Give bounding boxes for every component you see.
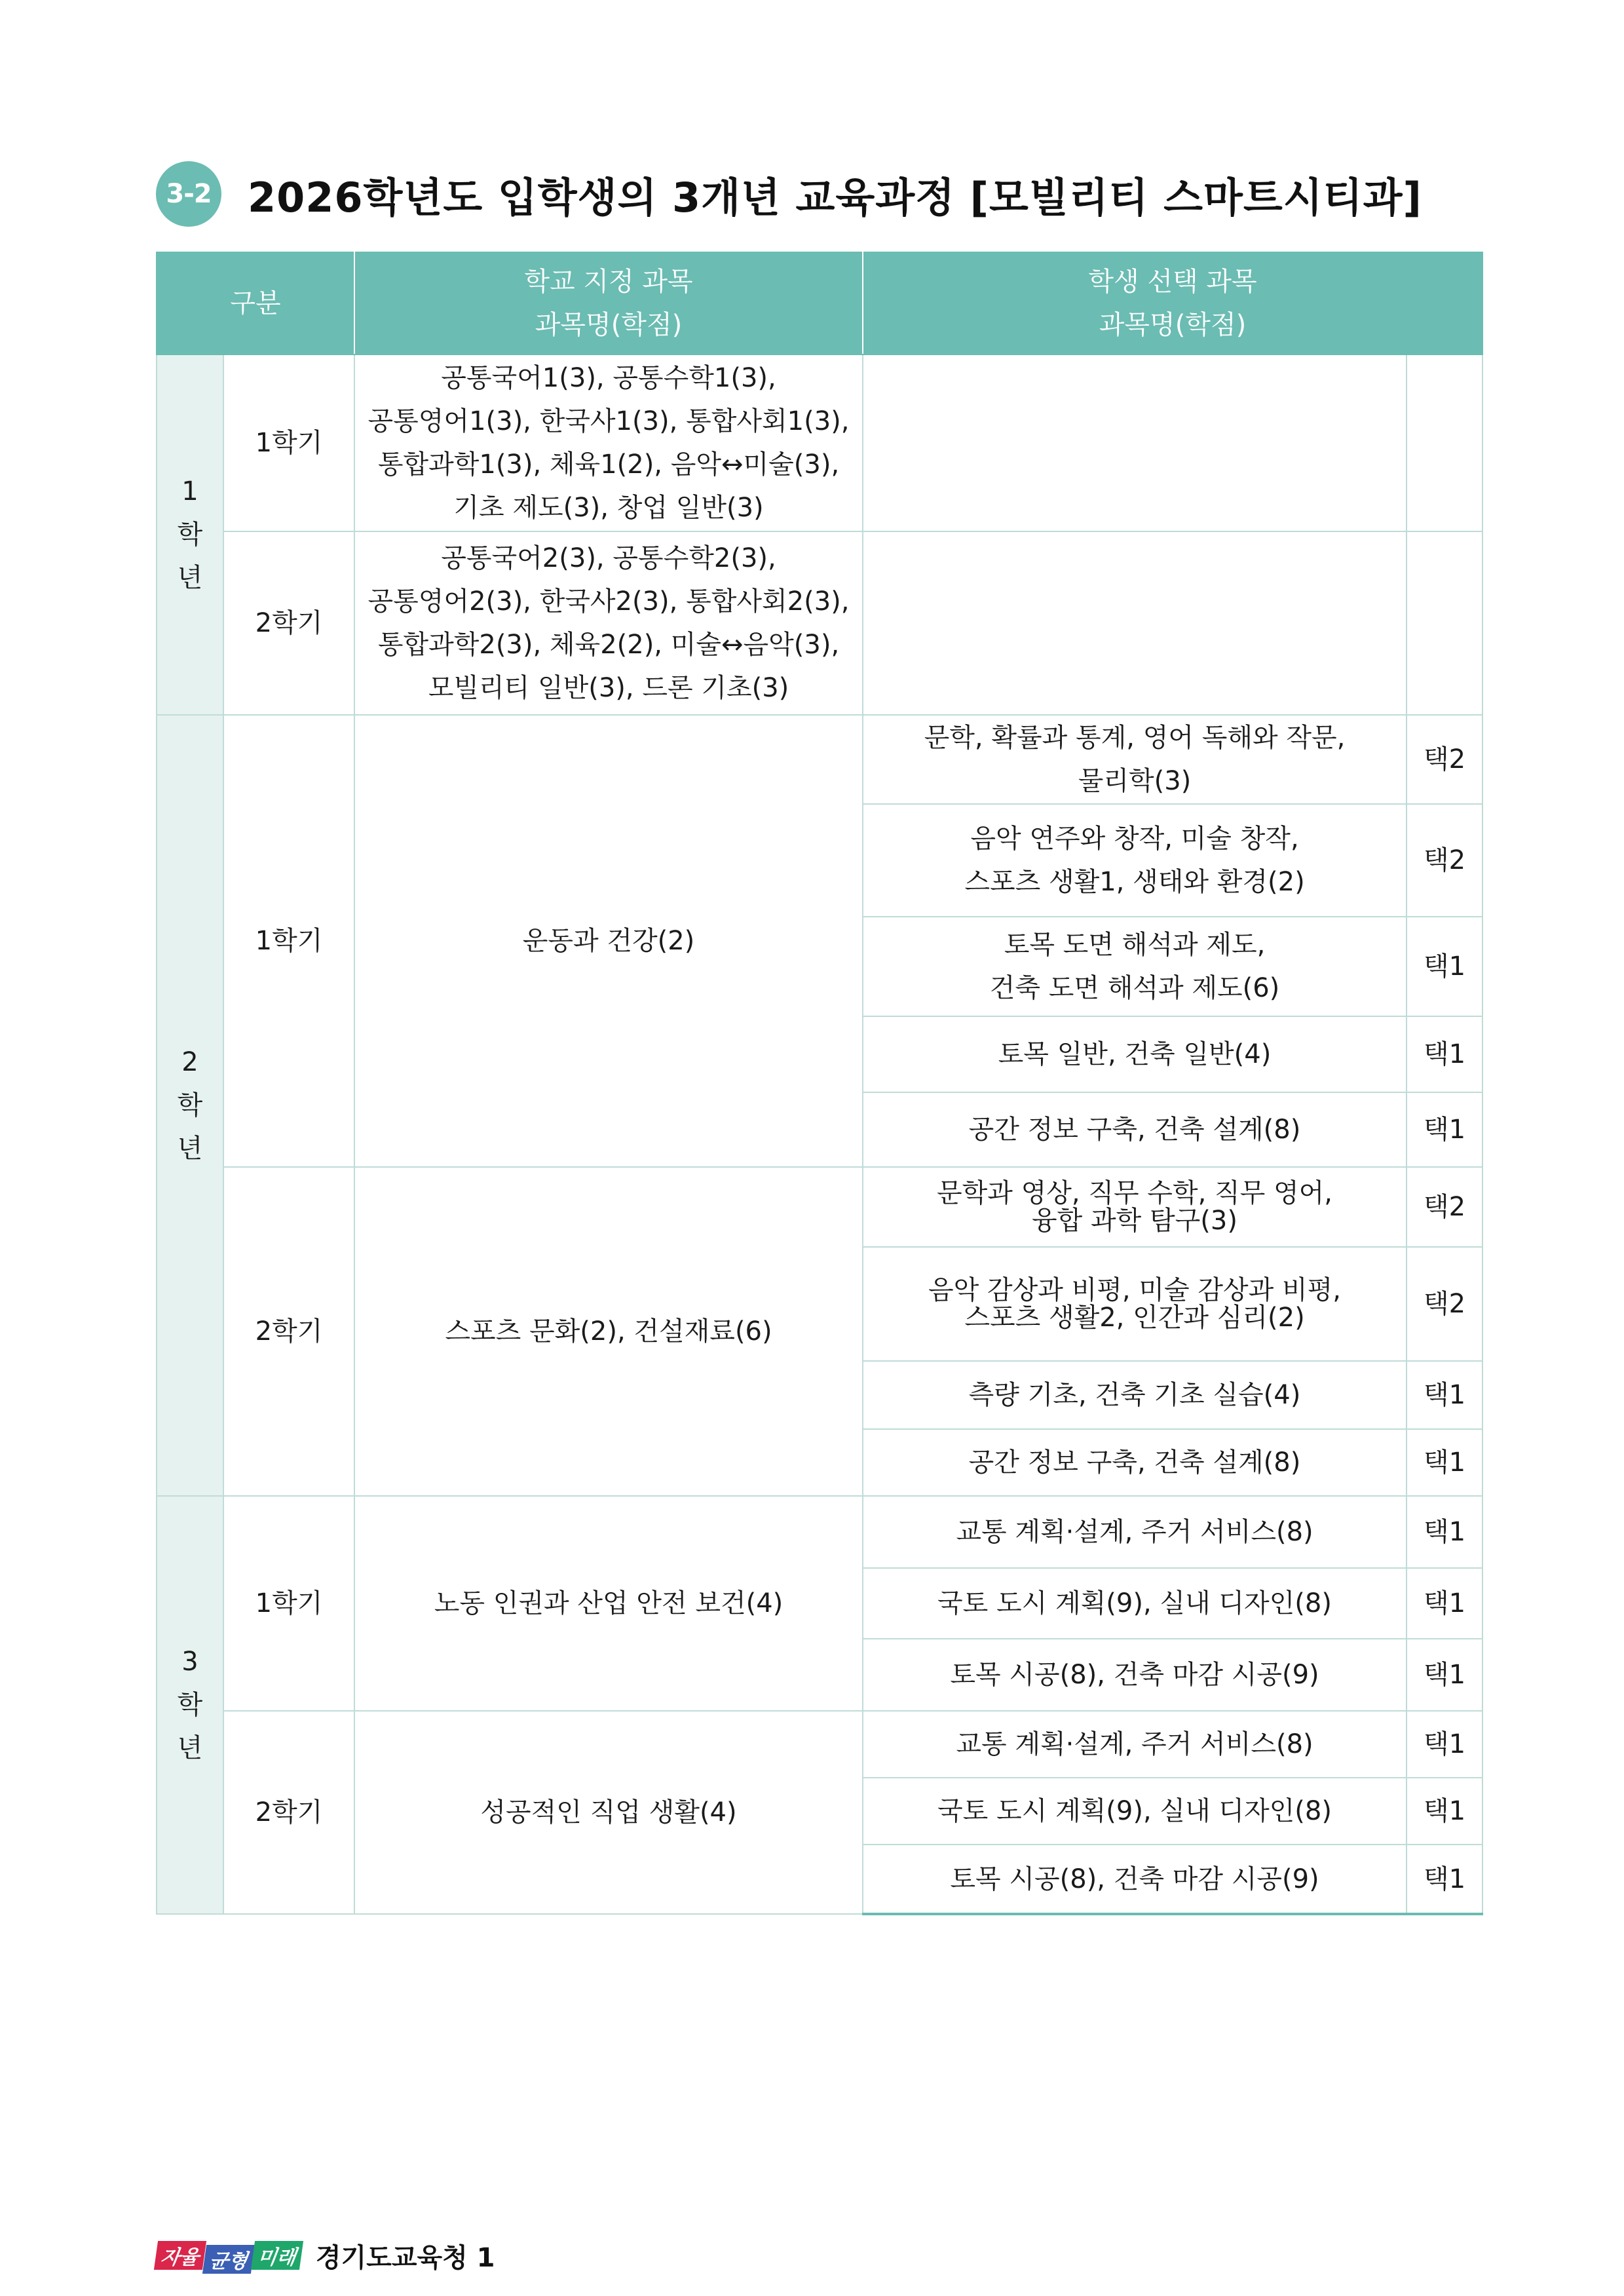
header-category: 구분 — [157, 252, 354, 354]
elective-count: 택1 — [1407, 1639, 1482, 1711]
elective-subjects-cell: 토목 시공(8), 건축 마감 시공(9) — [863, 1639, 1407, 1711]
header-student-sub: 과목명(학점) — [1099, 310, 1247, 340]
table-header-row — [157, 252, 1482, 354]
curriculum-table — [156, 252, 1483, 1915]
page-title: 2026학년도 입학생의 3개년 교육과정 [모빌리티 스마트시티과] — [248, 173, 1422, 221]
elective-subjects-cell: 토목 도면 해석과 제도, 건축 도면 해석과 제도(6) — [863, 917, 1407, 1016]
elective-subjects-cell: 교통 계획·설계, 주거 서비스(8) — [863, 1496, 1407, 1568]
semester-label: 2학기 — [223, 1167, 354, 1496]
semester-label: 1학기 — [223, 354, 354, 531]
table-row — [157, 531, 1482, 715]
elective-count: 택1 — [1407, 1092, 1482, 1167]
school-subjects-cell: 운동과 건강(2) — [354, 715, 863, 1167]
header-school-subjects — [354, 252, 863, 354]
elective-count: 택1 — [1407, 1361, 1482, 1429]
elective-count: 택1 — [1407, 1711, 1482, 1778]
school-subjects-cell: 노동 인권과 산업 안전 보건(4) — [354, 1496, 863, 1711]
elective-count: 택1 — [1407, 1845, 1482, 1914]
logo-word: 균형 — [202, 2245, 255, 2274]
header-student-subjects — [863, 252, 1482, 354]
elective-subjects-cell: 음악 연주와 창작, 미술 창작, 스포츠 생활1, 생태와 환경(2) — [863, 804, 1407, 917]
elective-count: 택2 — [1407, 1167, 1482, 1247]
elective-count: 택1 — [1407, 1429, 1482, 1496]
logo-word: 미래 — [251, 2241, 303, 2270]
elective-count: 택1 — [1407, 1778, 1482, 1845]
school-subjects-cell: 스포츠 문화(2), 건설재료(6) — [354, 1167, 863, 1496]
semester-label: 2학기 — [223, 531, 354, 715]
elective-cell-empty — [863, 354, 1407, 531]
semester-label: 1학기 — [223, 715, 354, 1167]
elective-subjects-cell: 문학, 확률과 통계, 영어 독해와 작문, 물리학(3) — [863, 715, 1407, 804]
header-student-title: 학생 선택 과목 — [1088, 267, 1257, 297]
school-subjects-cell: 성공적인 직업 생활(4) — [354, 1711, 863, 1914]
elective-subjects-cell: 토목 일반, 건축 일반(4) — [863, 1016, 1407, 1092]
school-subjects-cell: 공통국어2(3), 공통수학2(3), 공통영어2(3), 한국사2(3), 통합사회2(3), 통합과학2(3), 체육2(2), 미술↔음악(3), 모빌리티 일반(3), 드론 기초(3) — [354, 531, 863, 715]
elective-subjects-cell: 공간 정보 구축, 건축 설계(8) — [863, 1429, 1407, 1496]
table-row — [157, 1496, 1482, 1568]
education-office-logo — [156, 2237, 301, 2274]
page-footer — [156, 2236, 495, 2275]
elective-count: 택2 — [1407, 804, 1482, 917]
elective-cell-empty — [863, 531, 1407, 715]
count-cell-empty — [1407, 354, 1482, 531]
table-row — [157, 354, 1482, 531]
page-header — [156, 161, 1422, 227]
semester-label: 1학기 — [223, 1496, 354, 1711]
elective-subjects-cell: 측량 기초, 건축 기초 실습(4) — [863, 1361, 1407, 1429]
table-row — [157, 1711, 1482, 1778]
header-school-sub: 과목명(학점) — [535, 310, 683, 340]
table-row — [157, 1167, 1482, 1247]
count-cell-empty — [1407, 531, 1482, 715]
elective-count: 택2 — [1407, 1247, 1482, 1361]
elective-subjects-cell: 공간 정보 구축, 건축 설계(8) — [863, 1092, 1407, 1167]
elective-subjects-cell: 음악 감상과 비평, 미술 감상과 비평, 스포츠 생활2, 인간과 심리(2) — [863, 1247, 1407, 1361]
elective-count: 택1 — [1407, 917, 1482, 1016]
elective-subjects-cell: 교통 계획·설계, 주거 서비스(8) — [863, 1711, 1407, 1778]
table-row — [157, 715, 1482, 804]
header-school-title: 학교 지정 과목 — [524, 267, 693, 297]
elective-subjects-cell: 국토 도시 계획(9), 실내 디자인(8) — [863, 1778, 1407, 1845]
grade-3-label: 3 학 년 — [157, 1496, 223, 1914]
elective-count: 택1 — [1407, 1016, 1482, 1092]
logo-word: 자율 — [154, 2241, 206, 2270]
elective-count: 택2 — [1407, 715, 1482, 804]
elective-count: 택1 — [1407, 1496, 1482, 1568]
elective-subjects-cell: 국토 도시 계획(9), 실내 디자인(8) — [863, 1568, 1407, 1639]
grade-1-label: 1 학 년 — [157, 354, 223, 715]
elective-count: 택1 — [1407, 1568, 1482, 1639]
grade-2-label: 2 학 년 — [157, 715, 223, 1496]
section-badge: 3-2 — [156, 161, 221, 227]
school-subjects-cell: 공통국어1(3), 공통수학1(3), 공통영어1(3), 한국사1(3), 통합사회1(3), 통합과학1(3), 체육1(2), 음악↔미술(3), 기초 제도(3), 창업 일반(3) — [354, 354, 863, 531]
semester-label: 2학기 — [223, 1711, 354, 1914]
footer-org-page: 경기도교육청 1 — [315, 2242, 495, 2273]
elective-subjects-cell: 토목 시공(8), 건축 마감 시공(9) — [863, 1845, 1407, 1914]
elective-subjects-cell: 문학과 영상, 직무 수학, 직무 영어, 융합 과학 탐구(3) — [863, 1167, 1407, 1247]
